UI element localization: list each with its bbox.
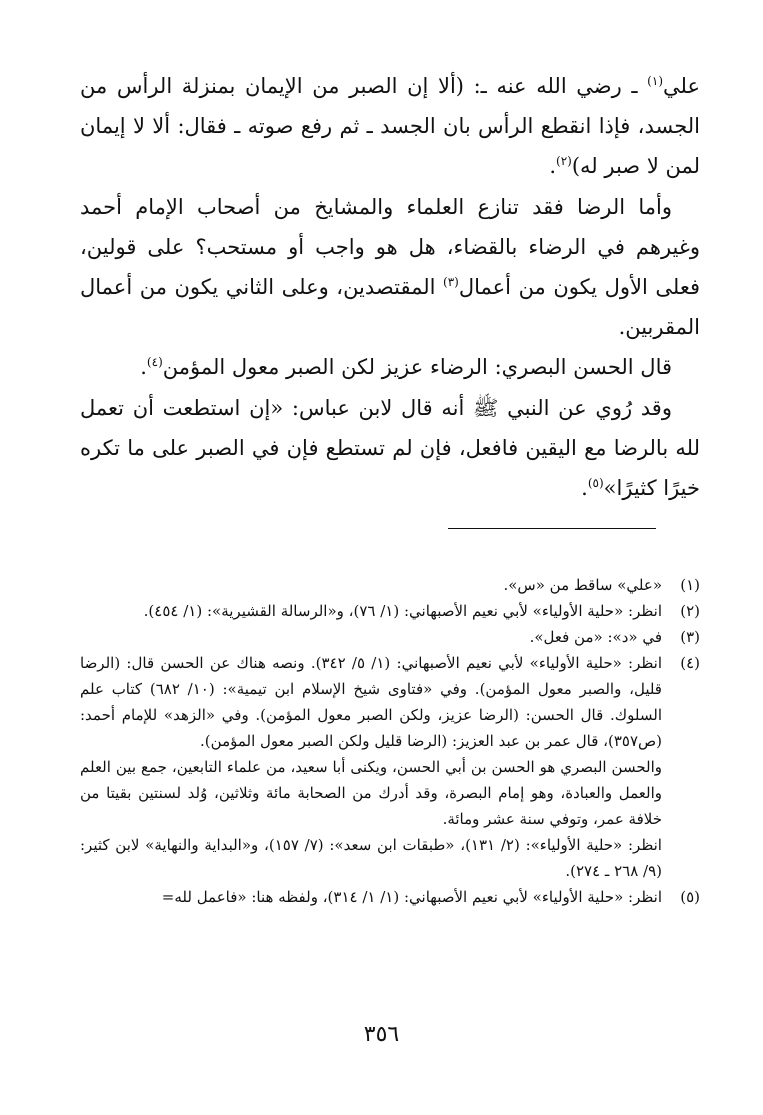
text-segment: علي bbox=[663, 74, 700, 98]
footnote-text: انظر: «حلية الأولياء» لأبي نعيم الأصبهاني: (١/ ٥/ ٣٤٢). ونصه هناك عن الحسن قال: (الرضا قليل، والصبر معول المؤمن). وفي «فتاوى شيخ الإسلام ابن تيمية»: (١٠/ ٦٨٢) كتاب علم السلوك. قال الحسن: (الرضا عزيز، ولكن الصبر معول المؤمن). وفي «الزهد» للإمام أحمد: (ص٣٥٧)، قال عمر بن عبد العزيز: (الرضا قليل ولكن الصبر معول المؤمن). bbox=[80, 654, 663, 750]
footnote-4 bbox=[80, 650, 700, 754]
paragraph bbox=[80, 187, 700, 348]
paragraph bbox=[80, 347, 700, 387]
footnote-5 bbox=[80, 884, 700, 910]
paragraph bbox=[80, 66, 700, 187]
footnotes bbox=[80, 572, 700, 910]
footnote-4-sources: انظر: «حلية الأولياء»: (٢/ ١٣١)، «طبقات ابن سعد»: (٧/ ١٥٧)، و«البداية والنهاية» لابن كثير: (٩/ ٢٦٨ ـ ٢٧٤). bbox=[80, 836, 662, 880]
footnote-text: انظر: «حلية الأولياء» لأبي نعيم الأصبهاني: (١/ ١/ ٣١٤)، ولفظه هنا: «فاعمل لله= bbox=[161, 888, 662, 906]
footnote-ref: (٣) bbox=[443, 275, 459, 290]
footnote-ref: (١) bbox=[647, 74, 663, 88]
text-segment: قال الحسن البصري: الرضاء عزيز لكن الصبر معول المؤمن bbox=[162, 355, 672, 380]
footnote-ref: (٥) bbox=[587, 476, 604, 491]
footnote-text: «علي» ساقط من «س». bbox=[503, 576, 662, 594]
footnote-separator bbox=[448, 528, 656, 529]
footnote-number: (٥) bbox=[680, 888, 700, 906]
paragraph bbox=[80, 388, 700, 509]
text-segment: . bbox=[581, 476, 588, 501]
footnote-2 bbox=[80, 598, 700, 624]
footnote-text: في «د»: «من فعل». bbox=[529, 628, 662, 646]
footnote-number: (٤) bbox=[680, 654, 700, 672]
text-segment: . bbox=[140, 355, 147, 380]
page-number: ٣٥٦ bbox=[363, 1022, 400, 1047]
footnote-4-continuation: والحسن البصري هو الحسن بن أبي الحسن، ويكنى أبا سعيد، من علماء التابعين، جمع بين العلم والعمل والعبادة، وهو إمام البصرة، وقد أدرك من الصحابة مائة وثلاثين، وُلد لسنتين بقيتا من خلافة عمر، وتوفي سنة عشر ومائة. bbox=[80, 758, 662, 828]
footnote-number: (١) bbox=[680, 576, 700, 594]
text-segment: وأما الرضا فقد تنازع العلماء والمشايخ من أصحاب الإمام أحمد وغيرهم في الرضاء بالقضاء، هل هو واجب أو مستحب؟ على قولين، فعلى الأول يكون من أعمال bbox=[80, 194, 700, 300]
text-segment: . bbox=[549, 154, 557, 179]
text-segment: ـ رضي الله عنه ـ: (ألا إن الصبر من الإيمان بمنزلة الرأس من الجسد، فإذا انقطع الرأس بان الجسد ـ ثم رفع صوته ـ فقال: ألا لا إيمان لمن لا صبر له) bbox=[80, 74, 700, 179]
footnote-number: (٢) bbox=[680, 602, 700, 620]
footnote-3 bbox=[80, 624, 700, 650]
footnote-number: (٣) bbox=[680, 628, 700, 646]
footnote-text: انظر: «حلية الأولياء» لأبي نعيم الأصبهاني: (١/ ٧٦)، و«الرسالة القشيرية»: (١/ ٤٥٤). bbox=[143, 602, 662, 620]
main-text bbox=[80, 66, 700, 508]
text-segment: المقتصدين، وعلى الثاني يكون من أعمال المقربين. bbox=[80, 275, 700, 340]
footnote-1 bbox=[80, 572, 700, 598]
text-segment: وقد رُوي عن النبي ﷺ أنه قال لابن عباس: «إن استطعت أن تعمل لله بالرضا مع اليقين فافعل، فإن لم تستطع فإن في الصبر على ما تكره خيرًا كثيرًا» bbox=[80, 395, 700, 501]
footnote-ref: (٤) bbox=[146, 355, 163, 370]
footnote-ref: (٢) bbox=[556, 154, 572, 169]
